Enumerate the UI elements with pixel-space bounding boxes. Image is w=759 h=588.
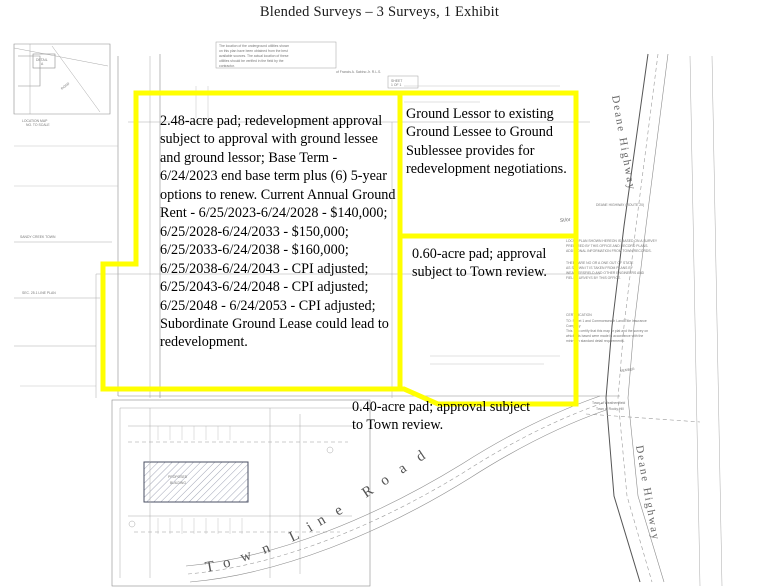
svg-text:R: R bbox=[359, 481, 379, 502]
svg-text:CERTIFICATION: CERTIFICATION bbox=[566, 313, 592, 317]
svg-text:which it is based were made in: which it is based were made in accordance with the bbox=[566, 334, 644, 338]
svg-text:St/or: St/or bbox=[559, 216, 571, 224]
svg-text:1 OF 1: 1 OF 1 bbox=[391, 83, 402, 87]
svg-text:THERE ARE NO OR A ONE OUT OF S: THERE ARE NO OR A ONE OUT OF STATE bbox=[566, 261, 634, 265]
svg-text:contractor.: contractor. bbox=[219, 64, 235, 68]
svg-text:T: T bbox=[203, 558, 218, 576]
svg-text:DETAIL: DETAIL bbox=[36, 58, 48, 62]
svg-text:WEATHERSFIELD AND OTHER ENGINE: WEATHERSFIELD AND OTHER ENGINEERS AND bbox=[566, 271, 645, 275]
svg-text:LOCUS PLAN SHOWN HEREON IS: LOCUS PLAN SHOWN HEREON IS BASED ON A SURVEY bbox=[566, 239, 658, 243]
svg-text:o: o bbox=[377, 470, 395, 490]
svg-text:NO. TO SCALE: NO. TO SCALE bbox=[26, 123, 50, 127]
annotation-0-60-acre-pad: 0.60-acre pad; approval subject to Town review. bbox=[412, 246, 547, 281]
svg-text:available sources. The actual: available sources. The actual location of these bbox=[219, 54, 289, 58]
svg-text:Deane Highway: Deane Highway bbox=[609, 94, 638, 193]
svg-text:MEMBER: MEMBER bbox=[619, 366, 635, 373]
svg-text:utilities should be verified i: utilities should be verified in the field by the bbox=[219, 59, 284, 63]
svg-text:i: i bbox=[304, 518, 318, 536]
svg-text:ADDITIONAL INFORMATION FROM: ADDITIONAL INFORMATION FROM TOWN RECORDS. bbox=[566, 249, 652, 253]
svg-text:n: n bbox=[314, 510, 331, 530]
annotation-ground-lessor-note: Ground Lessor to existing Ground Lessee to Ground Sublessee provides for redevelopment negotiations. bbox=[406, 106, 567, 178]
annotation-0-40-acre-pad: 0.40-acre pad; approval subject to Town review. bbox=[352, 399, 531, 434]
svg-text:SANDY CREEK TOWN: SANDY CREEK TOWN bbox=[20, 235, 56, 239]
svg-text:minimum standard detail requir: minimum standard detail requirements. bbox=[566, 339, 625, 343]
svg-text:This is to certify that this m: This is to certify that this map or plat and the survey on bbox=[566, 329, 649, 333]
svg-text:AS SHOWN IT IS TAKEN FROM PLAN: AS SHOWN IT IS TAKEN FROM PLANS BY bbox=[566, 266, 633, 270]
svg-text:d: d bbox=[413, 446, 431, 466]
svg-text:FIELD SURVEYS BY THIS OFFICE.: FIELD SURVEYS BY THIS OFFICE. bbox=[566, 276, 622, 280]
svg-text:TO: Sheet 1 and Commonwealth: TO: Sheet 1 and Commonwealth Land Title Insurance bbox=[566, 319, 647, 323]
svg-text:of Francis A. Sabino Jr. R.L.S: of Francis A. Sabino Jr. R.L.S. bbox=[336, 70, 382, 74]
svg-text:PREPARED BY THIS OFFICE AN: PREPARED BY THIS OFFICE AND RECORD PLANS. bbox=[566, 244, 649, 248]
svg-text:DEANE HIGHWAY (ROUTE 20): DEANE HIGHWAY (ROUTE 20) bbox=[596, 203, 645, 207]
svg-text:Town of Weathersfield: Town of Weathersfield bbox=[592, 401, 626, 405]
svg-text:The location of the undergroun: The location of the underground utilities shown bbox=[219, 44, 290, 48]
svg-text:on this plan have been obtaine: on this plan have been obtained from the best bbox=[219, 49, 288, 53]
svg-text:w: w bbox=[238, 546, 256, 566]
svg-text:o: o bbox=[221, 554, 235, 572]
svg-text:Town of Rocky Hill: Town of Rocky Hill bbox=[596, 407, 624, 411]
svg-text:BUILDING: BUILDING bbox=[170, 481, 187, 485]
svg-text:L: L bbox=[286, 526, 304, 546]
page-title: Blended Surveys – 3 Surveys, 1 Exhibit bbox=[259, 4, 500, 20]
svg-text:ROAD: ROAD bbox=[60, 81, 71, 91]
svg-text:n: n bbox=[259, 539, 275, 558]
svg-text:Deane Highway: Deane Highway bbox=[633, 444, 662, 543]
svg-text:PROPOSED: PROPOSED bbox=[168, 475, 188, 479]
svg-text:A: A bbox=[41, 62, 44, 66]
svg-text:SHEET: SHEET bbox=[391, 79, 403, 83]
svg-text:LOCATION MAP: LOCATION MAP bbox=[22, 119, 48, 123]
svg-text:SEC. 25.1 LINE PLAN: SEC. 25.1 LINE PLAN bbox=[22, 291, 56, 295]
svg-text:e: e bbox=[331, 501, 348, 520]
svg-text:Company: Company bbox=[566, 324, 581, 328]
svg-text:a: a bbox=[395, 459, 412, 478]
annotation-2-48-acre-pad: 2.48-acre pad; redevelopment approval subject to approval with ground lessee and ground lessor; Base Term - 6/24/2023 end base term plus (6) 5-year options to renew. Current Annual Ground Rent - 6/25/2023-6/24/2028 - $140,000; 6/25/2028-6/24/2033 - $150,000; 6/25/2033-6/24/2038 - $160,000; 6/25/2038-6/24/2043 - CPI adjusted; 6/25/2043-6/24/2048 - CPI adjusted; 6/25/2048 - 6/24/2053 - CPI adjusted; Subordinate Ground Lease could lead to redevelopment. bbox=[160, 113, 396, 351]
